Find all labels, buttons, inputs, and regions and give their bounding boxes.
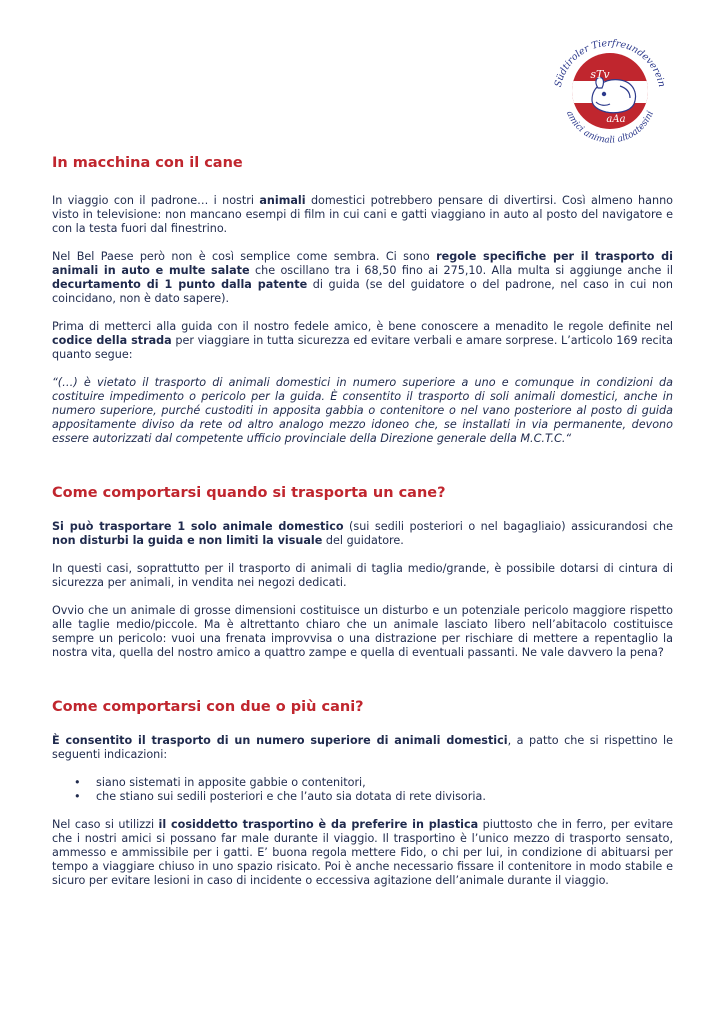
- text-run: “: [565, 432, 572, 445]
- bold-text: È consentito il trasporto di un numero superiore di animali domestici: [52, 734, 508, 747]
- bullet-icon: •: [74, 776, 81, 789]
- section-title: In macchina con il cane: [52, 155, 243, 171]
- text-run: per viaggiare in tutta sicurezza ed evitare verbali e amare sorprese. L’articolo 169 recita quanto segue:: [52, 334, 673, 361]
- text-run: , a patto che si rispettino le seguenti indicazioni:: [52, 734, 673, 761]
- text-run: (sui sedili posteriori o nel bagagliaio) assicurandosi che: [343, 520, 674, 533]
- text-run: “(…) è vietato il trasporto di animali domestici in numero superiore a uno e comunque in condizioni da costituire impedimento o pericolo per la guida. È consentito il trasporto di soli animali domestici, anche in numero superiore, purché custoditi in apposita gabbia o contenitore o nel vano posteriore al posto di guida appositamente diviso da rete od altro analogo mezzo idoneo che, se installati in via permanente, devono essere autorizzati dal competente ufficio provinciale della Direzione generale della M.C.T.C.: [52, 376, 673, 445]
- logo-letters-bottom: aAa: [606, 114, 626, 125]
- bold-text: codice della strada: [52, 334, 172, 347]
- text-run: che oscillano tra i 68,50 fino ai 275,10. Alla multa si aggiunge anche il: [249, 264, 673, 277]
- bold-text: il cosiddetto trasportino è da preferire in plastica: [158, 818, 479, 831]
- section-title: Come comportarsi con due o più cani?: [52, 699, 364, 715]
- list-item: • siano sistemati in apposite gabbie o contenitori,: [74, 776, 366, 789]
- text-run: di guida (se del guidatore o del padrone, nel caso in cui non coincidano, non è dato sapere).: [52, 278, 674, 305]
- text-run: Ovvio che un animale di grosse dimensioni costituisce un disturbo e un potenziale pericolo maggiore rispetto alle taglie medio/piccole. Ma è altrettanto chiaro che un animale lasciato libero nell’abitacolo costituisce sempre un pericolo: vuoi una frenata improvvisa o una distrazione per rischiare di mettere a repentaglio la nostra vita, quella del nostro amico a quattro zampe e quella di eventuali passanti. Ne vale davvero la pena?: [52, 604, 673, 659]
- paragraph: [52, 520, 673, 548]
- association-logo: [546, 26, 674, 159]
- paragraph: [52, 818, 673, 888]
- text-run: del guidatore.: [322, 534, 404, 547]
- text-run: In questi casi, soprattutto per il trasporto di animali di taglia medio/grande, è possibile dotarsi di cintura di sicurezza per animali, in vendita nei negozi dedicati.: [52, 562, 673, 589]
- bold-text: animali: [259, 194, 306, 207]
- logo-letters-top: sTv: [590, 68, 610, 81]
- logo-text-bottom: amici animali altoatesini: [563, 109, 657, 146]
- list-item: • che stiano sui sedili posteriori e che l’auto sia dotata di rete divisoria.: [74, 790, 486, 803]
- text-run: Nel caso si utilizzi: [52, 818, 159, 831]
- article: [52, 154, 673, 888]
- text-run: Prima di metterci alla guida con il nostro fedele amico, è bene conoscere a menadito le regole definite nel: [52, 320, 673, 333]
- bullet-icon: •: [74, 790, 81, 803]
- paragraph: [52, 320, 673, 362]
- bullet-list: [52, 776, 673, 804]
- logo-text-top: Südtiroler Tierfreundeverein: [552, 37, 668, 89]
- bold-text: decurtamento di 1 punto dalla patente: [52, 278, 308, 291]
- text-run: piuttosto che in ferro, per evitare che i nostri amici si possano far male durante il viaggio. Il trasportino è l’unico mezzo di trasporto sensato, ammesso e ammissibile per i gatti. E’ buona regola mettere Fido, o chi per lui, in condizione di abituarsi per tempo a viaggiare chiuso in uno spazio risicato. Poi è anche necessario fissare il contenitore in modo stabile e sicuro per evitare lesioni in caso di incidente o eccessiva agitazione dell’animale durante il viaggio.: [52, 818, 674, 887]
- text-run: domestici potrebbero pensare di divertirsi. Così almeno hanno visto in televisione: non mancano esempi di film in cui cani e gatti viaggiano in auto al posto del navigatore e con la testa fuori dal finestrino.: [52, 194, 673, 235]
- text-run: Nel Bel Paese però non è così semplice come sembra. Ci sono: [52, 250, 437, 263]
- paragraph: [52, 194, 673, 236]
- paragraph: [52, 250, 673, 306]
- paragraph: [52, 562, 673, 590]
- paragraph: [52, 604, 673, 660]
- quote-paragraph: [52, 376, 673, 446]
- paragraph: [52, 734, 673, 762]
- bold-text: regole specifiche per il trasporto di animali in auto e multe salate: [52, 250, 674, 277]
- dog-icon: [592, 78, 635, 113]
- bold-text: non disturbi la guida e non limiti la visuale: [52, 534, 323, 547]
- text-run: In viaggio con il padrone… i nostri: [52, 194, 260, 207]
- bold-text: Si può trasportare 1 solo animale domestico: [52, 520, 344, 533]
- section-title: Come comportarsi quando si trasporta un cane?: [52, 485, 446, 501]
